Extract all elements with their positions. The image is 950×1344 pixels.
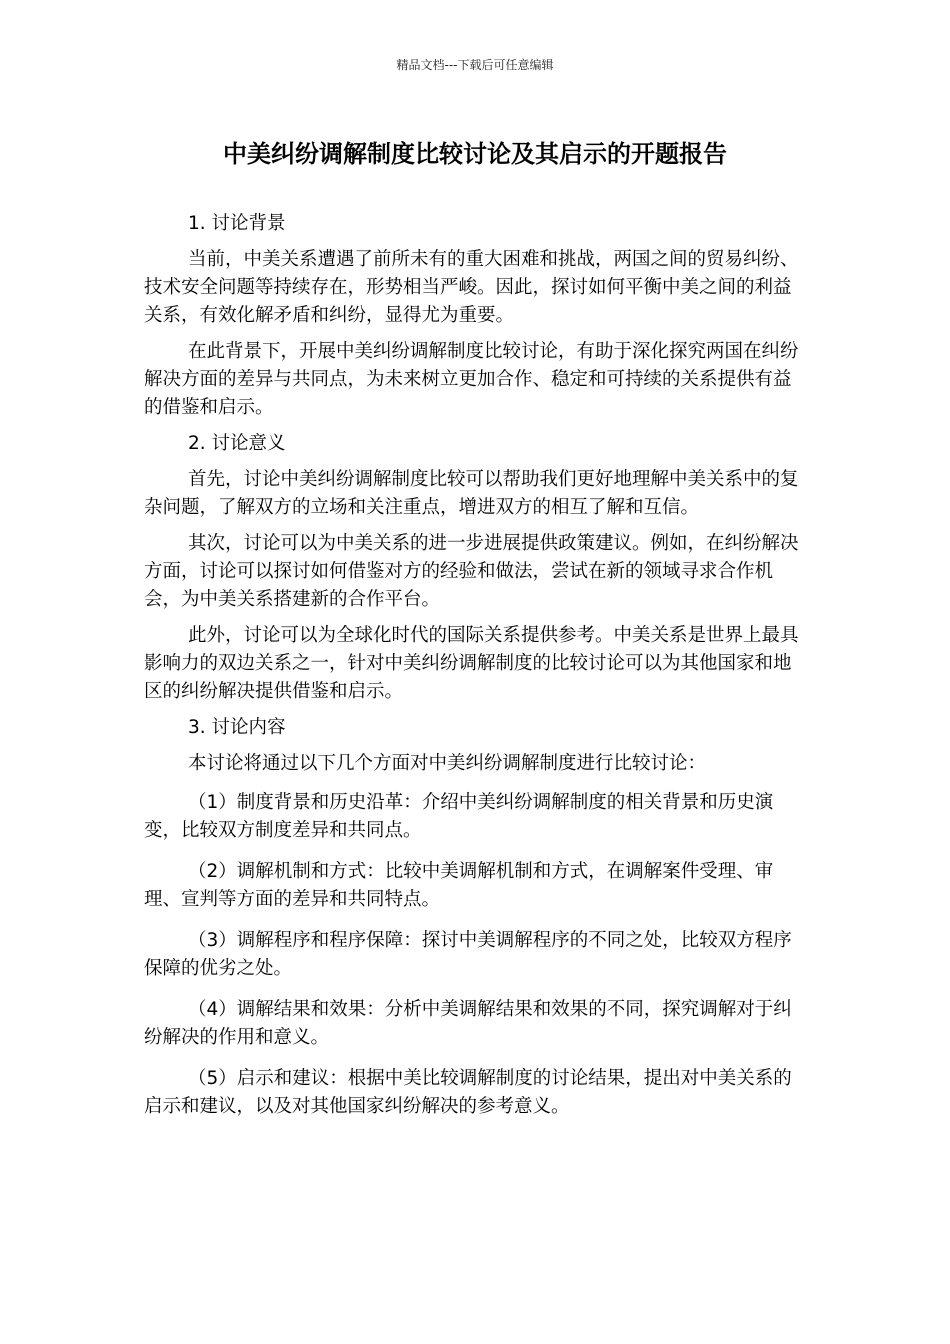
list-item: （5）启示和建议：根据中美比较调解制度的讨论结果，提出对中美关系的启示和建议，以及对其他国家纠纷解决的参考意义。 <box>144 1068 792 1117</box>
paragraph: 首先，讨论中美纠纷调解制度比较可以帮助我们更好地理解中美关系中的复杂问题，了解双方的立场和关注重点，增进双方的相互了解和互信。 <box>144 469 799 518</box>
section-heading-significance: 2. 讨论意义 <box>188 433 286 454</box>
page-header: 精品文档---下载后可任意编辑 <box>396 58 554 72</box>
list-item: （3）调解程序和程序保障：探讨中美调解程序的不同之处，比较双方程序保障的优劣之处。 <box>144 930 792 979</box>
document-body <box>144 210 808 1134</box>
list-item: （1）制度背景和历史沿革：介绍中美纠纷调解制度的相关背景和历史演变，比较双方制度差异和共同点。 <box>144 792 774 841</box>
paragraph: 当前，中美关系遭遇了前所未有的重大困难和挑战，两国之间的贸易纠纷、技术安全问题等持续存在，形势相当严峻。因此，探讨如何平衡中美之间的利益关系，有效化解矛盾和纠纷，显得尤为重要。 <box>144 249 799 326</box>
paragraph: 此外，讨论可以为全球化时代的国际关系提供参考。中美关系是世界上最具影响力的双边关系之一，针对中美纠纷调解制度的比较讨论可以为其他国家和地区的纠纷解决提供借鉴和启示。 <box>144 625 799 702</box>
paragraph: 其次，讨论可以为中美关系的进一步进展提供政策建议。例如，在纠纷解决方面，讨论可以探讨如何借鉴对方的经验和做法，尝试在新的领域寻求合作机会，为中美关系搭建新的合作平台。 <box>144 533 799 610</box>
list-item: （2）调解机制和方式：比较中美调解机制和方式，在调解案件受理、审理、宣判等方面的差异和共同特点。 <box>144 861 774 910</box>
list-item: （4）调解结果和效果：分析中美调解结果和效果的不同，探究调解对于纠纷解决的作用和意义。 <box>144 999 792 1048</box>
section-heading-content: 3. 讨论内容 <box>188 717 286 738</box>
paragraph: 在此背景下，开展中美纠纷调解制度比较讨论，有助于深化探究两国在纠纷解决方面的差异与共同点，为未来树立更加合作、稳定和可持续的关系提供有益的借鉴和启示。 <box>144 341 799 418</box>
paragraph-intro: 本讨论将通过以下几个方面对中美纠纷调解制度进行比较讨论： <box>188 753 707 774</box>
document-title: 中美纠纷调解制度比较讨论及其启示的开题报告 <box>223 140 727 168</box>
section-heading-background: 1. 讨论背景 <box>188 213 286 234</box>
